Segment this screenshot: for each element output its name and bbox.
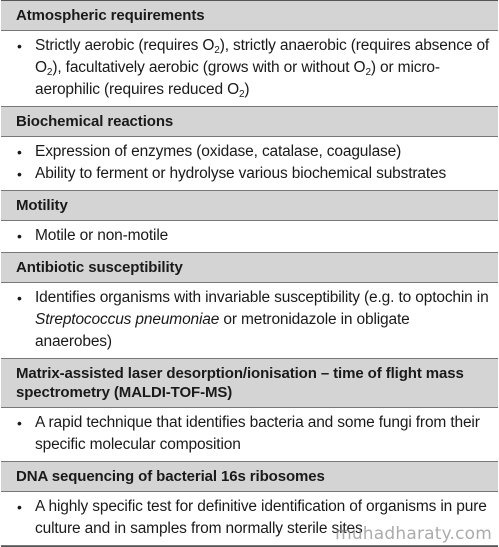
bullet-icon: • [17,144,22,160]
bullet-item [16,287,490,353]
bullet-icon: • [17,228,22,244]
bullet-item [16,412,490,456]
section-body [1,283,498,359]
subscript-text: 2 [46,67,53,78]
bullet-icon: • [17,38,22,54]
section-body [1,137,498,191]
item-text: Strictly aerobic (requires O [35,37,215,54]
item-text: Ability to ferment or hydrolyse various biochemical substrates [35,165,447,182]
bullet-item [16,141,490,163]
watermark: muhadharaty.com [335,524,492,544]
section-heading: Atmospheric requirements [1,1,498,31]
section-body [1,31,498,107]
section-body [1,221,498,253]
item-text: ), facultatively aerobic (grows with or without O [52,59,366,76]
subscript-text: 2 [239,89,245,100]
section-heading: Matrix-assisted laser desorption/ionisation – time of flight mass spectrometry (MALDI-TOF-MS) [1,359,498,408]
section-body [1,408,498,462]
bullet-icon: • [17,166,22,182]
item-text: A rapid technique that identifies bacteria and some fungi from their specific molecular composition [35,414,480,453]
section-heading: Motility [1,191,498,221]
bullet-icon: • [17,290,22,306]
item-text: ) or micro-aerophilic (requires reduced O [35,59,440,98]
bullet-item [16,35,490,101]
bullet-item [16,225,490,247]
section-heading: DNA sequencing of bacterial 16s ribosomes [1,462,498,492]
italic-text: Streptococcus pneumoniae [35,311,220,328]
item-text: Identifies organisms with invariable susceptibility (e.g. to optochin in [35,289,489,306]
bullet-icon: • [17,499,22,515]
item-text: or metronidazole in obligate anaerobes) [35,311,410,350]
section-heading: Biochemical reactions [1,107,498,137]
item-text: Motile or non-motile [35,227,169,244]
identification-methods-table [1,0,498,547]
subscript-text: 2 [214,45,220,56]
item-text: ), strictly anaerobic (requires absence of O [35,37,490,76]
item-text: Expression of enzymes (oxidase, catalase, coagulase) [35,143,402,160]
bullet-item [16,163,490,185]
item-text: ) [244,81,250,98]
bullet-icon: • [17,415,22,431]
item-text: A highly specific test for definitive identification of organisms in pure culture and in samples from normally sterile sites [35,498,487,537]
section-heading: Antibiotic susceptibility [1,253,498,283]
subscript-text: 2 [365,67,371,78]
